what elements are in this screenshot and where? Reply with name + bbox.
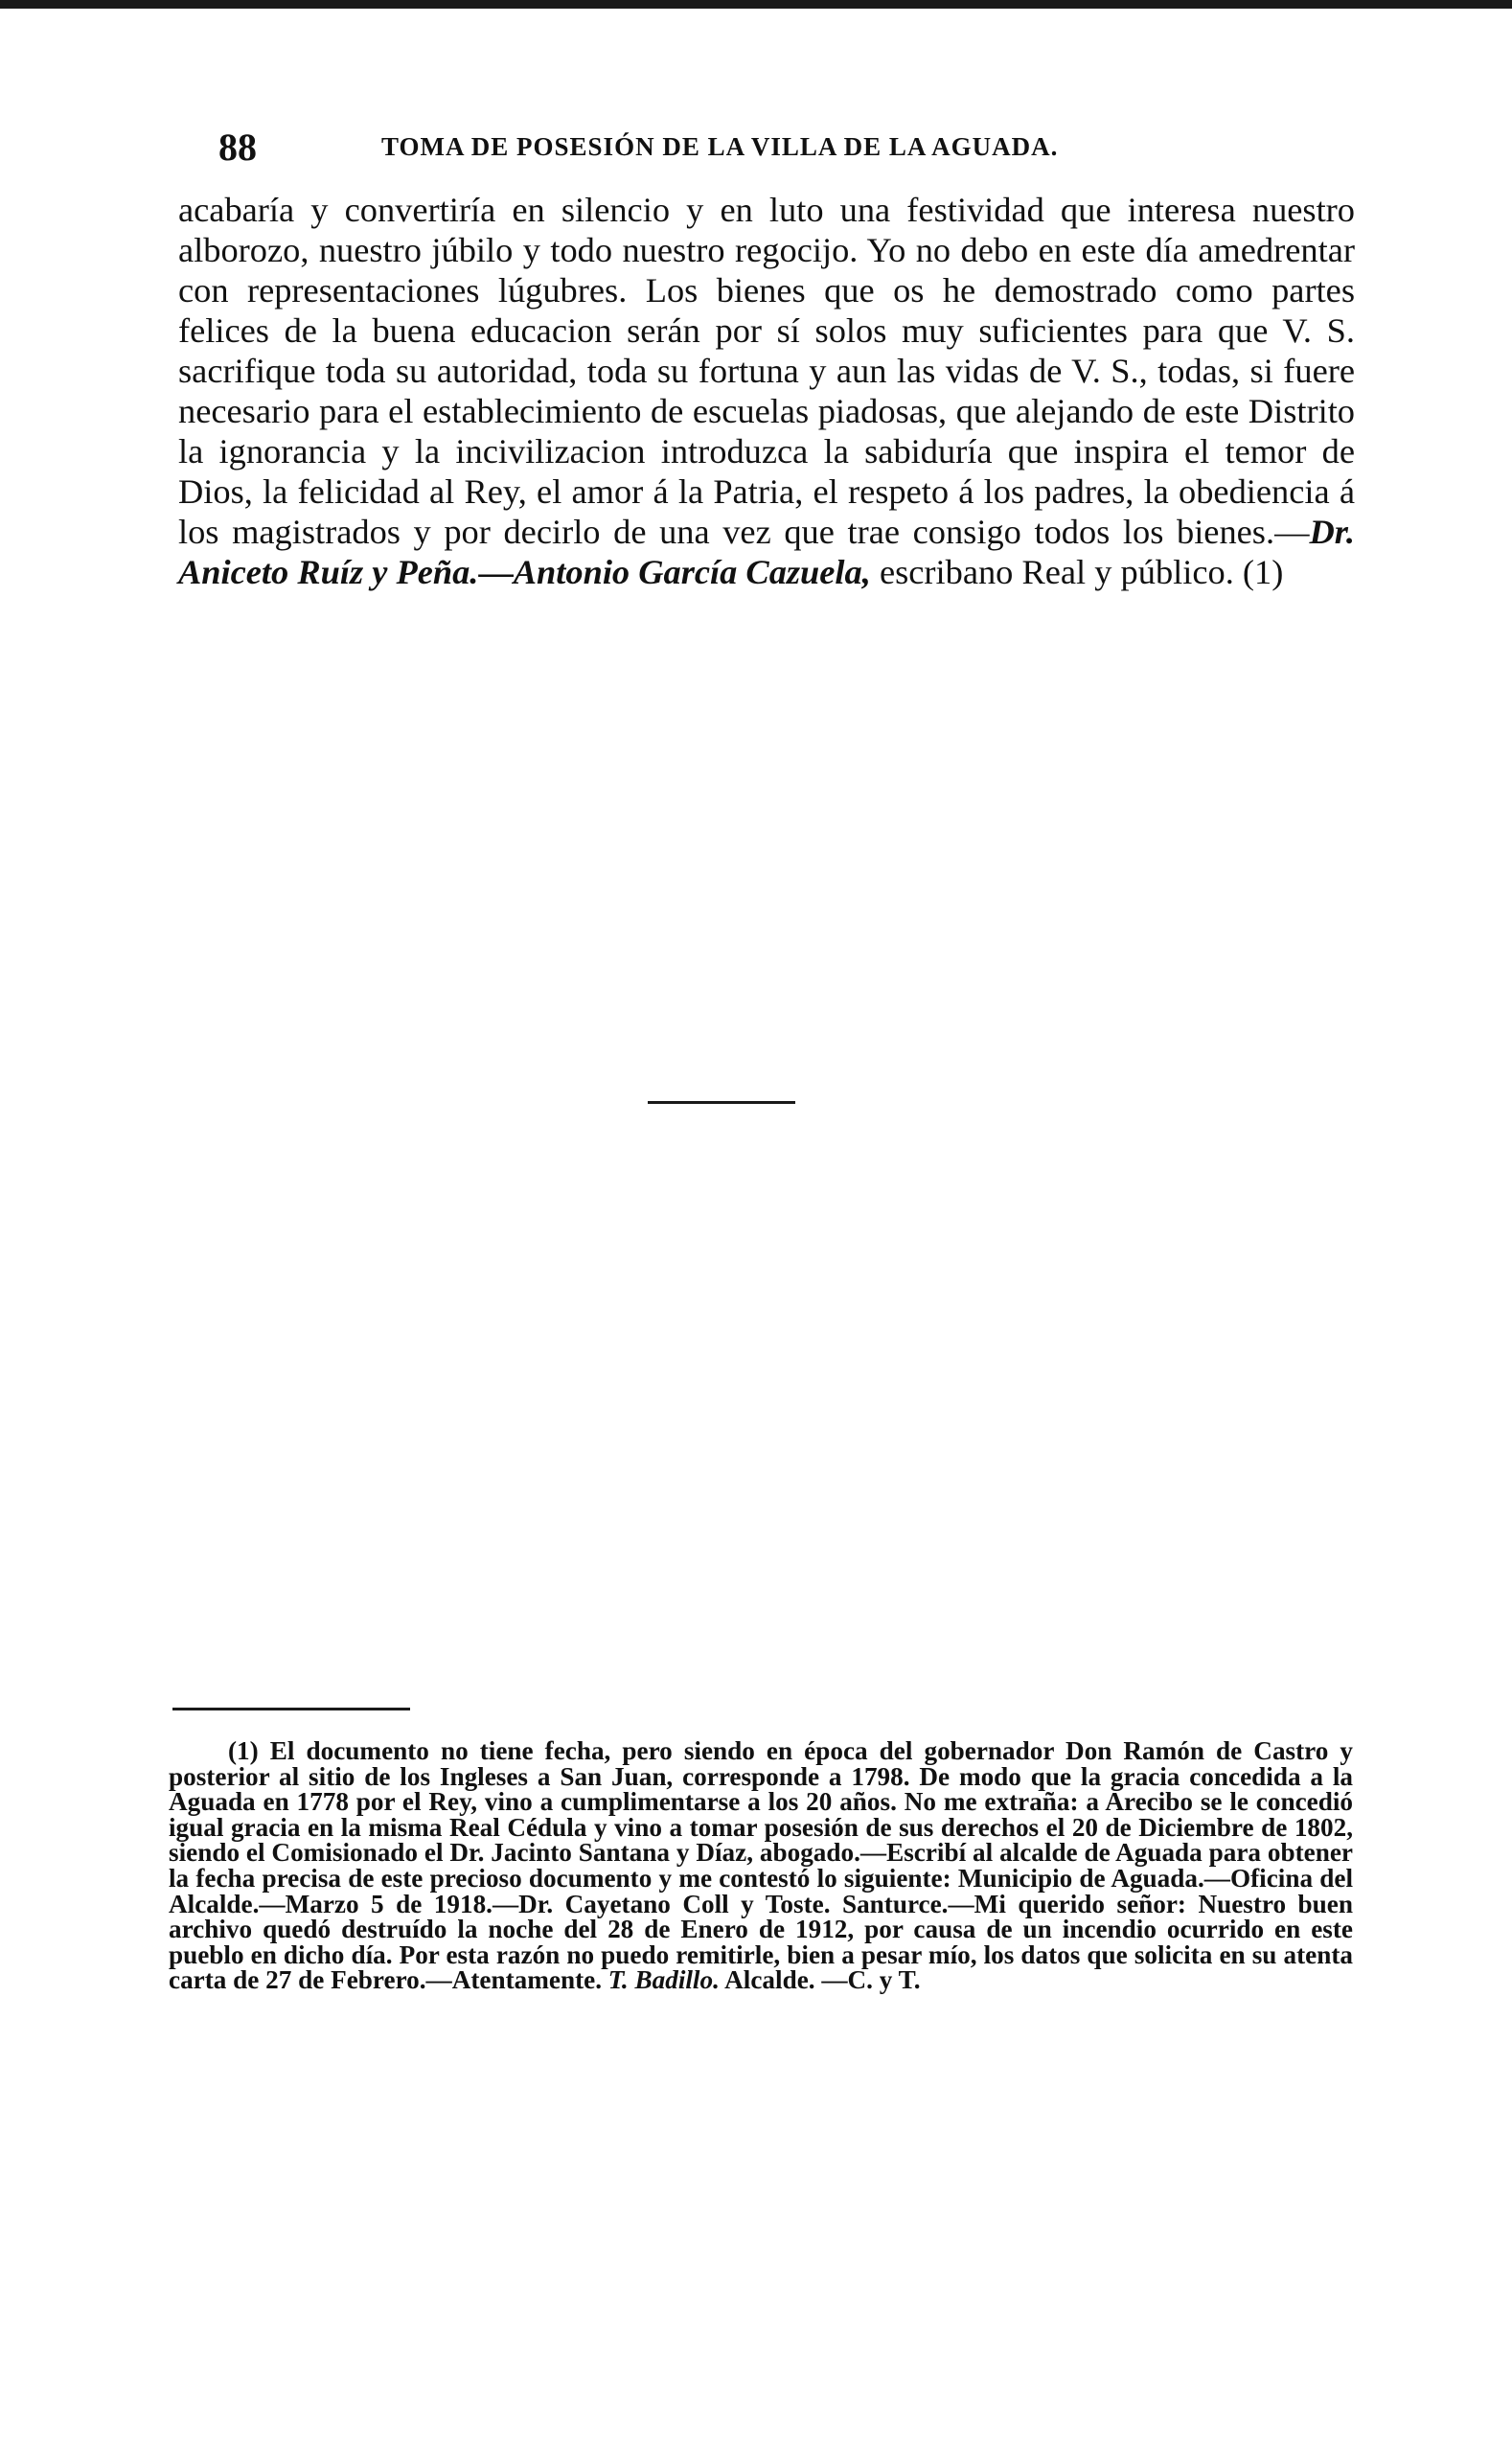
- footnote-signer: T. Badillo.: [607, 1965, 720, 1995]
- footnote-text-b: Alcalde. —C. y T.: [719, 1965, 921, 1995]
- section-divider: [648, 1101, 795, 1104]
- footnote-rule: [172, 1708, 410, 1710]
- top-edge-rule: [0, 0, 1512, 9]
- body-paragraph: [178, 190, 1355, 592]
- signatory-2: Antonio García Cazuela,: [513, 553, 871, 591]
- body-text-main: acabaría y convertiría en silencio y en luto una festividad que interesa nuestro alborozo, nuestro júbilo y todo nuestro regocijo. Yo no debo en este día amedrentar con representaciones lúgubres. Los bienes que os he demostrado como partes felices de la buena educacion serán por sí solos muy suficientes para que V. S. sacrifique toda su autoridad, toda su fortuna y aun las vidas de V. S., todas, si fuere necesario para el establecimiento de escuelas piadosas, que alejando de este Distrito la ignorancia y la incivilizacion introduzca la sabiduría que inspira el temor de Dios, la felicidad al Rey, el amor á la Patria, el respeto á los padres, la obediencia á los magistrados y por decirlo de una vez que trae consigo todos los bienes.—: [178, 191, 1355, 551]
- page-header: [218, 125, 1359, 182]
- footnote-text-a: El documento no tiene fecha, pero siendo en época del gobernador Don Ramón de Castro y posterior al sitio de los Ingleses a San Juan, corresponde a 1798. De modo que la gracia concedida a la Aguada en 1778 por el Rey, vino a cumplimentarse a los 20 años. No me extraña: a Arecibo se le concedió igual gracia en la misma Real Cédula y vino a tomar posesión de sus derechos el 20 de Diciembre de 1802, siendo el Comisionado el Dr. Jacinto Santana y Díaz, abogado.—Escribí al alcalde de Aguada para obtener la fecha precisa de este precioso documento y me contestó lo siguiente: Municipio de Aguada.—Oficina del Alcalde.—Marzo 5 de 1918.—Dr. Cayetano Coll y Toste. Santurce.—Mi querido señor: Nuestro buen archivo quedó destruído la noche del 28 de Enero de 1912, por causa de un incendio ocurrido en este pueblo en dicho día. Por esta razón no puedo remitirle, bien a pesar mío, los datos que solicita en su atenta carta de 27 de Febrero.—Atentamente.: [169, 1736, 1353, 1995]
- page-number: 88: [218, 126, 257, 169]
- signatory-1: Dr. Aniceto Ruíz y Peña.: [178, 513, 1355, 591]
- footnote: [169, 1738, 1353, 1993]
- signatory-dash: —: [478, 553, 514, 591]
- footnote-marker: (1): [228, 1736, 259, 1765]
- running-title: TOMA DE POSESIÓN DE LA VILLA DE LA AGUADA.: [381, 132, 1059, 161]
- body-text-end: escribano Real y público. (1): [870, 553, 1284, 591]
